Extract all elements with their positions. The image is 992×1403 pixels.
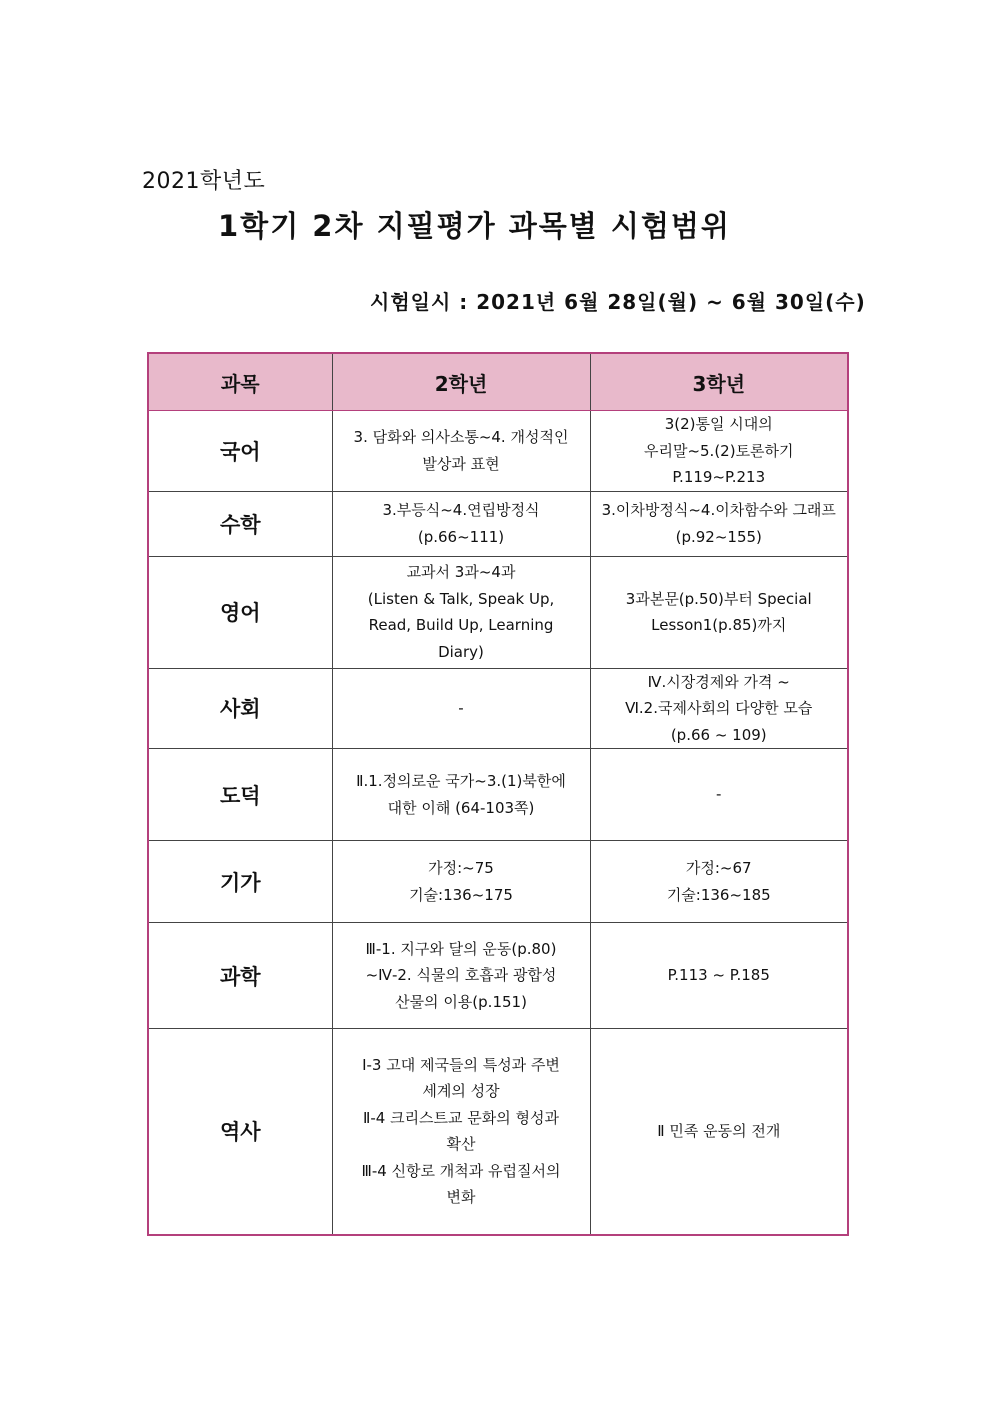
range-line: 가정:~75 [428,859,494,877]
table-row [148,923,848,1029]
range-line: Ⅱ-4 크리스트교 문화의 형성과 [362,1108,560,1127]
subject-cell: 도덕 [148,749,332,841]
school-year: 2021학년도 [142,169,266,194]
range-line: - [716,785,722,804]
grade2-range-cell [332,556,590,668]
grade3-range-cell [590,411,848,492]
grade3-range-cell [590,1029,848,1235]
range-line: Ⅱ 민족 운동의 전개 [657,1122,781,1140]
range-line: 3.부등식~4.연립방정식 [382,501,540,519]
exam-date: 시험일시 : 2021년 6월 28일(월) ~ 6월 30일(수) [370,290,866,314]
range-line: ~Ⅳ-2. 식물의 호흡과 광합성 [365,966,557,985]
exam-scope-table [147,352,849,1236]
range-line: (Listen & Talk, Speak Up, [367,589,555,608]
table-row [148,491,848,556]
page-title: 1학기 2차 지필평가 과목별 시험범위 [218,209,731,243]
range-line: Ⅳ.시장경제와 가격 ~ [647,672,790,691]
range-line: (p.66 ~ 109) [670,725,767,744]
subject-cell: 사회 [148,668,332,749]
column-header-grade2: 2학년 [332,353,590,411]
grade3-range-cell [590,668,848,749]
table-row [148,749,848,841]
range-line: 세계의 성장 [422,1082,500,1101]
table-row [148,411,848,492]
table-row [148,1029,848,1235]
range-line: 3(2)통일 시대의 [664,415,773,433]
grade2-range-cell [332,749,590,841]
range-line: Ⅲ-4 신항로 개척과 유럽질서의 [361,1161,561,1180]
grade2-range-cell [332,841,590,923]
grade3-range-cell [590,923,848,1029]
range-line: Ⅲ-1. 지구와 달의 운동(p.80) [365,939,557,958]
subject-cell: 역사 [148,1029,332,1235]
range-line: Diary) [438,642,484,661]
range-line: 3. 담화와 의사소통~4. 개성적인 [353,428,569,447]
range-line: 3.이차방정식~4.이차함수와 그래프 [601,501,836,519]
range-line: 교과서 3과~4과 [406,563,516,581]
table-row [148,668,848,749]
table-row [148,841,848,923]
table-header-row [148,353,848,411]
range-line: Lesson1(p.85)까지 [651,616,787,634]
subject-cell: 과학 [148,923,332,1029]
range-line: 기술:136~185 [666,885,771,904]
range-line: Ⅰ-3 고대 제국들의 특성과 주변 [362,1055,560,1074]
range-line: Ⅱ.1.정의로운 국가~3.(1)북한에 [356,772,566,790]
range-line: 변화 [446,1188,476,1207]
table-body [148,411,848,1235]
range-line: 산물의 이용(p.151) [395,992,527,1011]
range-line: (p.66~111) [417,527,505,546]
grade2-range-cell [332,411,590,492]
grade2-range-cell [332,491,590,556]
range-line: 발상과 표현 [422,454,500,473]
range-line: 대한 이해 (64-103쪽) [387,798,535,817]
range-line: P.113 ~ P.185 [667,966,770,985]
range-line: 가정:~67 [685,859,752,877]
range-line: Read, Build Up, Learning [368,616,554,634]
subject-cell: 영어 [148,556,332,668]
table-row [148,556,848,668]
subject-cell: 기가 [148,841,332,923]
subject-cell: 국어 [148,411,332,492]
range-line: (p.92~155) [675,527,762,546]
grade2-range-cell [332,668,590,749]
column-header-grade3: 3학년 [590,353,848,411]
subject-cell: 수학 [148,491,332,556]
range-line: 확산 [446,1135,476,1154]
grade3-range-cell [590,491,848,556]
grade3-range-cell [590,556,848,668]
grade2-range-cell [332,923,590,1029]
range-line: 기술:136~175 [409,885,513,904]
range-line: Ⅵ.2.국제사회의 다양한 모습 [625,699,813,717]
grade2-range-cell [332,1029,590,1235]
range-line: - [458,699,464,717]
range-line: 3과본문(p.50)부터 Special [625,589,812,608]
column-header-subject: 과목 [148,353,332,411]
range-line: P.119~P.213 [672,468,766,486]
grade3-range-cell [590,749,848,841]
grade3-range-cell [590,841,848,923]
range-line: 우리말~5.(2)토론하기 [643,441,794,460]
